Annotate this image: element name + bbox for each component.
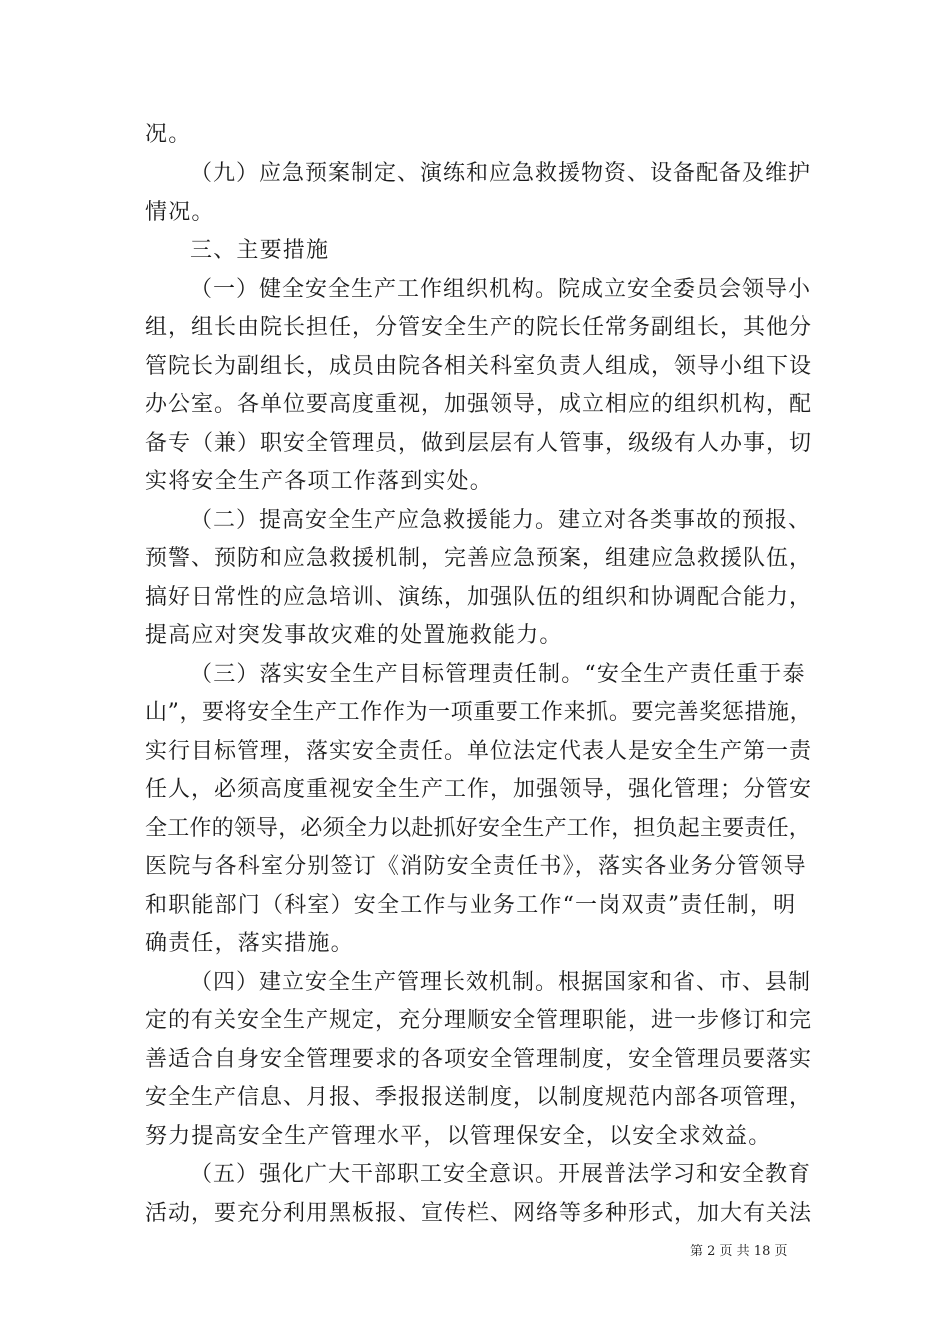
page-number-footer: 第 2 页 共 18 页 (690, 1244, 788, 1259)
text-line: 和职能部门（科室）安全工作与业务工作“一岗双责”责任制，明 (145, 893, 797, 918)
text-line: 实将安全生产各项工作落到实处。 (145, 469, 494, 494)
text-line: （五）强化广大干部职工安全意识。开展普法学习和安全教育 (190, 1162, 812, 1187)
text-line: 山”，要将安全生产工作作为一项重要工作来抓。要完善奖惩措施， (145, 700, 813, 725)
text-line: 提高应对突发事故灾难的处置施救能力。 (145, 623, 563, 648)
text-line: 定的有关安全生产规定，充分理顺安全管理职能，进一步修订和完 (145, 1008, 813, 1033)
text-line: （一）健全安全生产工作组织机构。院成立安全委员会领导小 (190, 277, 812, 302)
text-line: 安全生产信息、月报、季报报送制度，以制度规范内部各项管理， (145, 1085, 813, 1110)
text-line: 组，组长由院长担任，分管安全生产的院长任常务副组长，其他分 (145, 315, 813, 340)
text-line: （四）建立安全生产管理长效机制。根据国家和省、市、县制 (190, 970, 812, 995)
text-line: （二）提高安全生产应急救援能力。建立对各类事故的预报、 (190, 508, 812, 533)
text-line: 情况。 (145, 200, 215, 225)
text-line: 搞好日常性的应急培训、演练，加强队伍的组织和协调配合能力， (145, 585, 813, 610)
text-line: 管院长为副组长，成员由院各相关科室负责人组成，领导小组下设 (145, 354, 813, 379)
text-line: 活动，要充分利用黑板报、宣传栏、网络等多种形式，加大有关法 (145, 1201, 813, 1226)
text-line: 况。 (145, 122, 192, 147)
section-heading: 三、主要措施 (190, 238, 330, 263)
text-line: 确责任，落实措施。 (145, 931, 354, 956)
text-line: 实行目标管理，落实安全责任。单位法定代表人是安全生产第一责 (145, 739, 813, 764)
text-line: （九）应急预案制定、演练和应急救援物资、设备配备及维护 (190, 161, 812, 186)
text-line: 办公室。各单位要高度重视，加强领导，成立相应的组织机构，配 (145, 392, 813, 417)
text-line: 努力提高安全生产管理水平，以管理保安全，以安全求效益。 (145, 1124, 772, 1149)
text-line: 善适合自身安全管理要求的各项安全管理制度，安全管理员要落实 (145, 1047, 813, 1072)
text-line: 全工作的领导，必须全力以赴抓好安全生产工作，担负起主要责任， (145, 816, 812, 841)
text-line: 任人，必须高度重视安全生产工作，加强领导，强化管理；分管安 (145, 777, 813, 802)
text-line: 预警、预防和应急救援机制，完善应急预案，组建应急救援队伍， (145, 546, 813, 571)
text-line: 医院与各科室分别签订《消防安全责任书》，落实各业务分管领导 (145, 854, 807, 879)
text-line: （三）落实安全生产目标管理责任制。“安全生产责任重于泰 (190, 662, 806, 687)
text-line: 备专（兼）职安全管理员，做到层层有人管事，级级有人办事，切 (145, 431, 813, 456)
